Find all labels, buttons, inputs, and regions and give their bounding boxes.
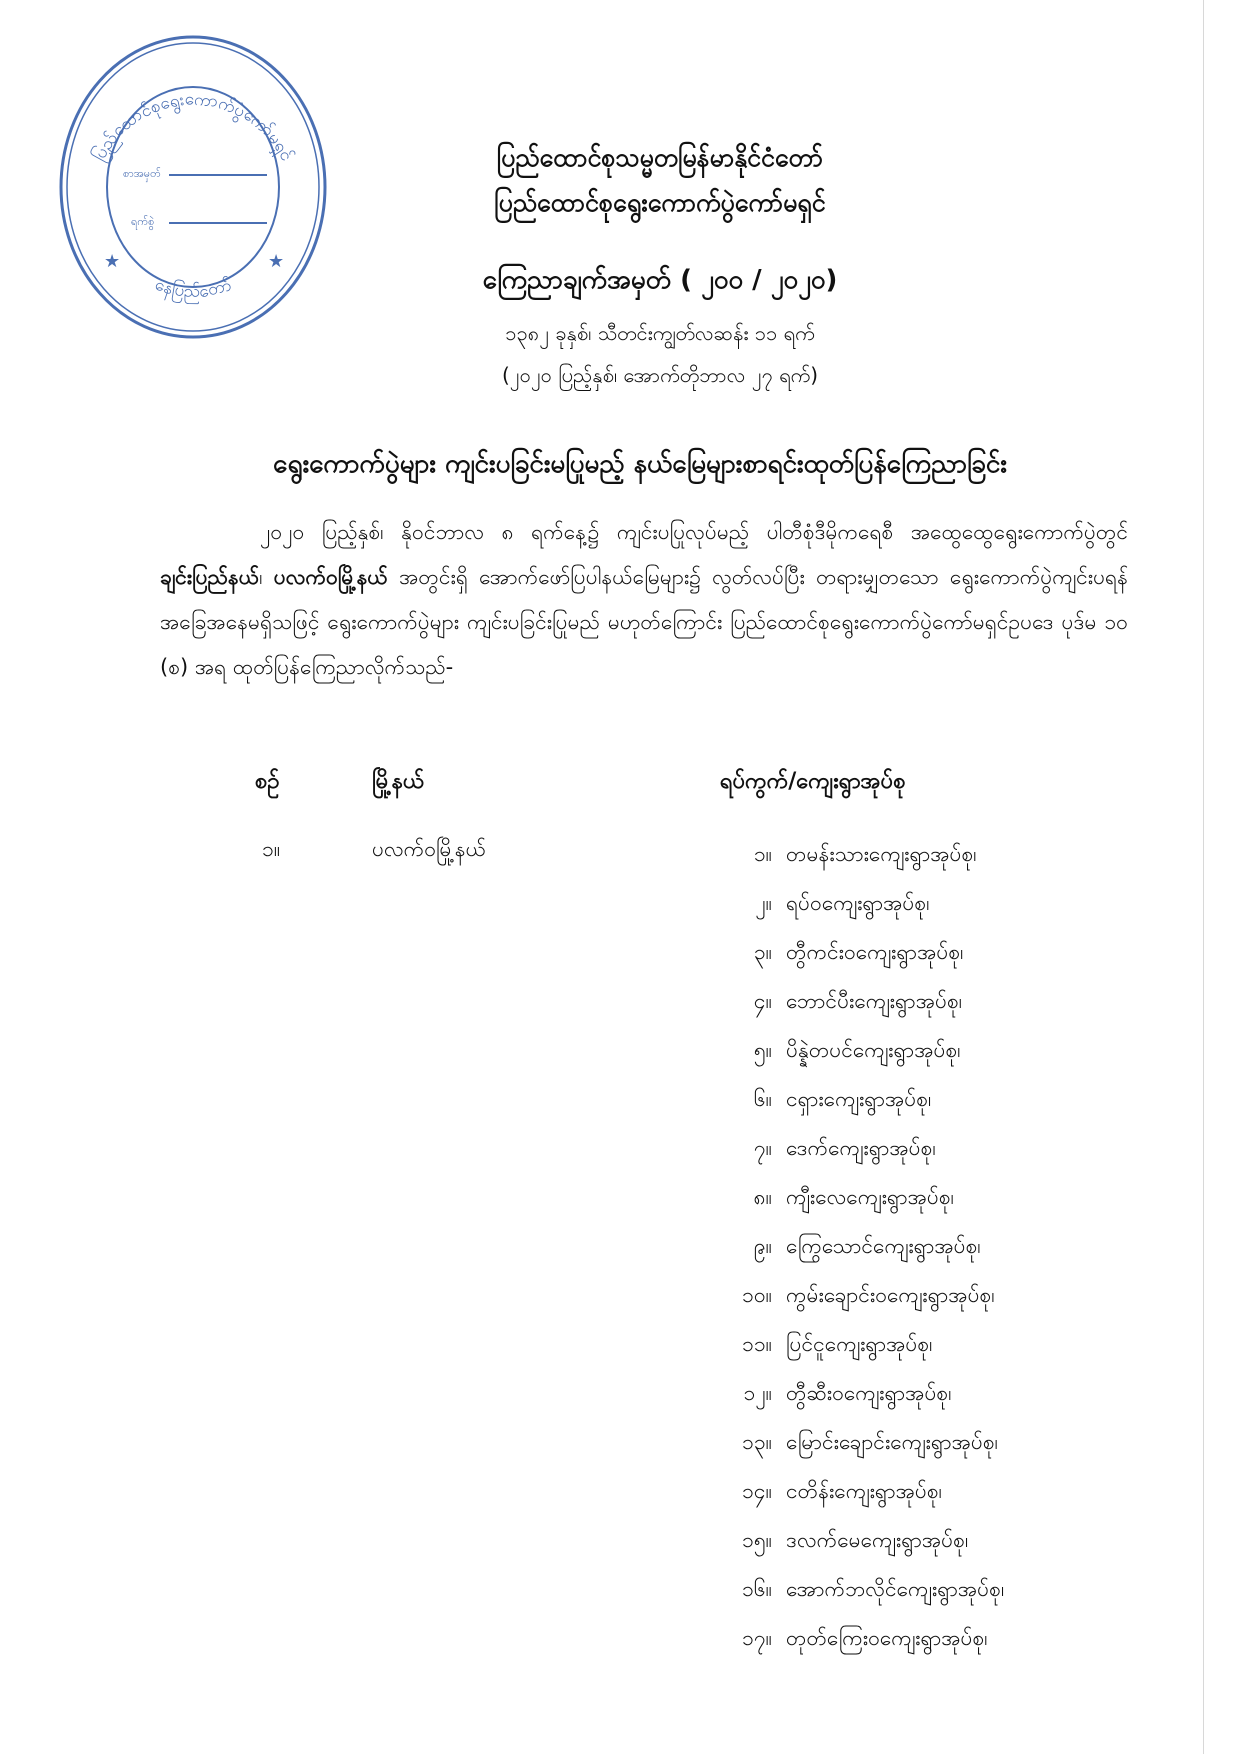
village-tract-name: တွီကင်းဝကျေးရွာအုပ်စု၊	[786, 940, 964, 964]
village-tract-number: ၃။	[753, 940, 772, 964]
body-text-1: ၂၀၂၀ ပြည့်နှစ်၊ နိုဝင်ဘာလ ၈ ရက်နေ့၌ ကျင်းပပြုလုပ်မည့် ပါတီစုံဒီမိုကရေစီ အထွေထွေရွေးကောက်ပွဲတွင်	[260, 520, 1128, 544]
village-tract-name: မြောင်းချောင်းကျေးရွာအုပ်စု၊	[786, 1430, 998, 1454]
village-tract-item	[700, 1518, 1120, 1567]
row-serial: ၁။	[262, 837, 281, 861]
village-tract-number: ၄။	[753, 989, 772, 1013]
official-seal	[57, 15, 329, 360]
body-state-name: ချင်းပြည်နယ်	[160, 565, 260, 589]
seal-number-label: စာအမှတ်	[123, 167, 161, 180]
seal-bottom-text: နေပြည်တော်	[152, 274, 234, 303]
header-township: မြို့နယ်	[372, 769, 425, 794]
village-tract-item	[700, 1420, 1120, 1469]
village-tract-number: ၁။	[753, 842, 772, 866]
village-tract-name: ငရှားကျေးရွာအုပ်စု၊	[786, 1087, 932, 1111]
village-tract-list	[700, 832, 1120, 1665]
page-edge-line	[1203, 0, 1204, 1754]
seal-star-left-icon: ★	[104, 251, 121, 272]
date-gregorian: (၂၀၂၀ ပြည့်နှစ်၊ အောက်တိုဘာလ ၂၇ ရက်)	[501, 363, 819, 387]
village-tract-item	[700, 1273, 1120, 1322]
village-tract-name: ကျီးလေကျေးရွာအုပ်စု၊	[786, 1185, 954, 1209]
seal-date-label: ရက်စွဲ	[131, 215, 155, 228]
village-tract-number: ၁၃။	[742, 1430, 772, 1454]
row-township: ပလက်ဝမြို့နယ်	[372, 837, 487, 861]
village-tract-name: ကြွေသောင်ကျေးရွာအုပ်စု၊	[786, 1234, 981, 1258]
country-name: ပြည်ထောင်စုသမ္မတမြန်မာနိုင်ငံတော်	[496, 143, 824, 172]
village-tract-name: ဒလက်မေကျေးရွာအုပ်စု၊	[786, 1528, 969, 1552]
header-serial: စဉ်	[255, 769, 280, 794]
village-tract-number: ၉။	[753, 1234, 772, 1258]
village-tract-name: ငတိန်းကျေးရွာအုပ်စု၊	[786, 1479, 942, 1503]
village-tract-name: ပိန္နဲတပင်ကျေးရွာအုပ်စု၊	[786, 1038, 961, 1062]
body-separator: ၊	[259, 565, 274, 589]
village-tract-name: ပြင်ငူကျေးရွာအုပ်စု၊	[786, 1332, 933, 1356]
seal-ring-text: ပြည်ထောင်စုရွေးကောက်ပွဲကော်မရှင်	[89, 89, 297, 165]
village-tract-item	[700, 1567, 1120, 1616]
agency-name: ပြည်ထောင်စုရွေးကောက်ပွဲကော်မရှင်	[494, 188, 826, 217]
village-tract-name: တွီဆီးဝကျေးရွာအုပ်စု၊	[786, 1381, 952, 1405]
village-tract-number: ၂။	[755, 891, 772, 915]
village-tract-item	[700, 1371, 1120, 1420]
village-tract-number: ၁၂။	[743, 1381, 772, 1405]
village-tract-number: ၁၄။	[742, 1479, 772, 1503]
village-tract-name: အောက်ဘလိုင်ကျေးရွာအုပ်စု၊	[786, 1577, 1005, 1601]
village-tract-name: ရပ်ဝကျေးရွာအုပ်စု၊	[786, 891, 930, 915]
village-tract-name: တမန်းသားကျေးရွာအုပ်စု၊	[786, 842, 977, 866]
village-tract-number: ၁၇။	[742, 1626, 772, 1650]
village-tract-item	[700, 881, 1120, 930]
village-tract-item	[700, 1126, 1120, 1175]
header-ward-tract: ရပ်ကွက်/ကျေးရွာအုပ်စု	[720, 769, 906, 794]
village-tract-name: တုတ်ကြေးဝကျေးရွာအုပ်စု၊	[786, 1626, 988, 1650]
village-tract-number: ၅။	[753, 1038, 772, 1062]
body-text-2: အတွင်းရှိ အောက်ဖော်ပြပါနယ်မြေများ၌ လွတ်လပ်ပြီး တရားမျှတသော ရွေးကောက်ပွဲကျင်းပရန်အခြေအနေမရှိသဖြင့် ရွေးကောက်ပွဲများ ကျင်းပခြင်းပြုမည် မဟုတ်ကြောင်း ပြည်ထောင်စုရွေးကောက်ပွဲကော်မရှင်ဥပဒေ ပုဒ်မ ၁၀ (စ) အရ ထုတ်ပြန်ကြေညာလိုက်သည်-	[160, 565, 1128, 679]
village-tract-number: ၆။	[753, 1087, 772, 1111]
village-tract-number: ၇။	[753, 1136, 772, 1160]
village-tract-item	[700, 979, 1120, 1028]
village-tract-name: ဘောင်ပီးကျေးရွာအုပ်စု၊	[786, 989, 963, 1013]
village-tract-number: ၁၅။	[742, 1528, 772, 1552]
notice-body	[160, 510, 1128, 690]
village-tract-item	[700, 930, 1120, 979]
village-tract-item	[700, 1616, 1120, 1665]
village-tract-item	[700, 832, 1120, 881]
village-tract-name: ဒေက်ကျေးရွာအုပ်စု၊	[786, 1136, 936, 1160]
notice-number: ကြေညာချက်အမှတ် ( ၂၀၀ / ၂၀၂၀)	[482, 265, 838, 295]
date-myanmar: ၁၃၈၂ ခုနှစ်၊ သီတင်းကျွတ်လဆန်း ၁၁ ရက်	[505, 321, 815, 345]
notice-subject: ရွေးကောက်ပွဲများ ကျင်းပခြင်းမပြုမည့် နယ်မြေများစာရင်းထုတ်ပြန်ကြေညာခြင်း	[273, 449, 1007, 479]
village-tract-item	[700, 1322, 1120, 1371]
village-tract-item	[700, 1028, 1120, 1077]
village-tract-item	[700, 1077, 1120, 1126]
village-tract-number: ၁၀။	[742, 1283, 772, 1307]
village-tract-number: ၁၆။	[742, 1577, 772, 1601]
village-tract-name: ကွမ်းချောင်းဝကျေးရွာအုပ်စု၊	[786, 1283, 995, 1307]
village-tract-number: ၁၁။	[742, 1332, 772, 1356]
village-tract-item	[700, 1175, 1120, 1224]
village-tract-item	[700, 1469, 1120, 1518]
seal-star-right-icon: ★	[268, 251, 285, 272]
body-township-name: ပလက်ဝမြို့နယ်	[273, 565, 388, 589]
village-tract-number: ၈။	[753, 1185, 772, 1209]
village-tract-item	[700, 1224, 1120, 1273]
